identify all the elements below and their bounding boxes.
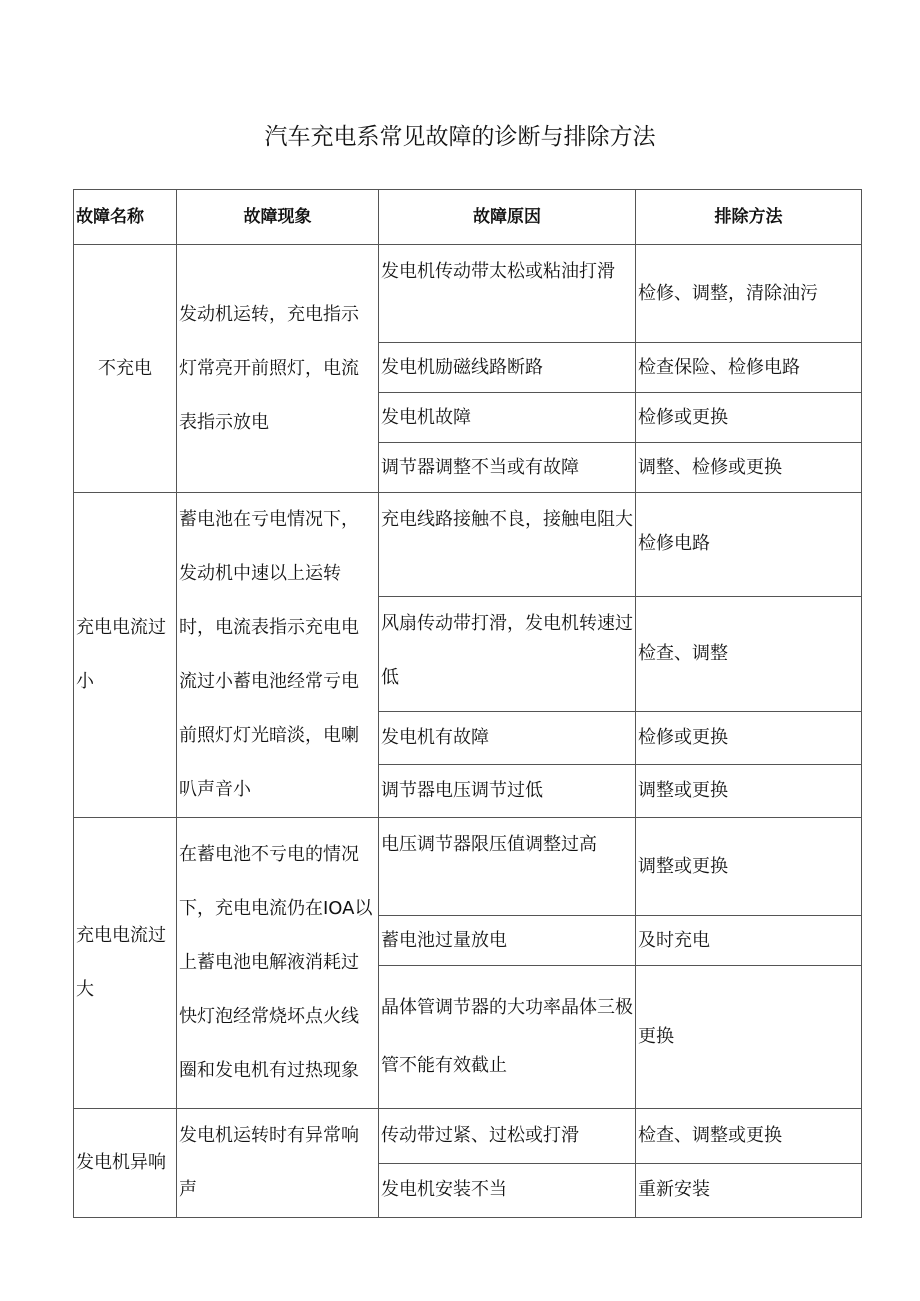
fix-cell: 及时充电 <box>636 916 862 966</box>
document-title: 汽车充电系常见故障的诊断与排除方法 <box>264 124 656 150</box>
fix-cell: 检查保险、检修电路 <box>636 343 862 393</box>
fix-cell: 重新安装 <box>636 1163 862 1218</box>
symptom-cell: 蓄电池在亏电情况下，发动机中速以上运转时，电流表指示充电电流过小蓄电池经常亏电前照灯灯光暗淡，电喇叭声音小 <box>177 493 379 818</box>
fix-cell: 调整、检修或更换 <box>636 443 862 493</box>
fix-cell: 检修或更换 <box>636 393 862 443</box>
cause-cell: 晶体管调节器的大功率晶体三极管不能有效截止 <box>379 966 636 1109</box>
cause-cell: 发电机励磁线路断路 <box>379 343 636 393</box>
cause-cell: 发电机有故障 <box>379 712 636 765</box>
cause-cell: 传动带过紧、过松或打滑 <box>379 1109 636 1164</box>
table-header-row <box>74 190 862 245</box>
fix-cell: 检查、调整或更换 <box>636 1109 862 1164</box>
fix-cell: 调整或更换 <box>636 765 862 818</box>
fault-diagnosis-table <box>73 189 862 1218</box>
fix-cell: 检修电路 <box>636 493 862 597</box>
fix-cell: 调整或更换 <box>636 818 862 916</box>
fault-name-cell: 不充电 <box>74 245 177 493</box>
header-cause: 故障原因 <box>379 190 636 245</box>
fault-name-cell: 充电电流过大 <box>74 818 177 1109</box>
fix-cell: 更换 <box>636 966 862 1109</box>
cause-cell: 调节器调整不当或有故障 <box>379 443 636 493</box>
fault-name-cell: 充电电流过小 <box>74 493 177 818</box>
table-row <box>74 818 862 916</box>
table-row <box>74 245 862 343</box>
header-symptom: 故障现象 <box>177 190 379 245</box>
cause-cell: 蓄电池过量放电 <box>379 916 636 966</box>
table-row <box>74 493 862 597</box>
cause-cell: 发电机传动带太松或粘油打滑 <box>379 245 636 343</box>
table-row <box>74 1109 862 1164</box>
symptom-cell: 发动机运转，充电指示灯常亮开前照灯，电流表指示放电 <box>177 245 379 493</box>
fix-cell: 检查、调整 <box>636 596 862 711</box>
header-fix: 排除方法 <box>636 190 862 245</box>
symptom-cell: 在蓄电池不亏电的情况下，充电电流仍在IOA以上蓄电池电解液消耗过快灯泡经常烧坏点火线圈和发电机有过热现象 <box>177 818 379 1109</box>
cause-cell: 充电线路接触不良，接触电阻大 <box>379 493 636 597</box>
cause-cell: 调节器电压调节过低 <box>379 765 636 818</box>
fix-cell: 检修、调整，清除油污 <box>636 245 862 343</box>
cause-cell: 发电机安装不当 <box>379 1163 636 1218</box>
header-fault-name: 故障名称 <box>74 190 177 245</box>
symptom-cell: 发电机运转时有异常响声 <box>177 1109 379 1218</box>
cause-cell: 发电机故障 <box>379 393 636 443</box>
cause-cell: 电压调节器限压值调整过高 <box>379 818 636 916</box>
cause-cell: 风扇传动带打滑，发电机转速过低 <box>379 596 636 711</box>
fault-name-cell: 发电机异响 <box>74 1109 177 1218</box>
fix-cell: 检修或更换 <box>636 712 862 765</box>
